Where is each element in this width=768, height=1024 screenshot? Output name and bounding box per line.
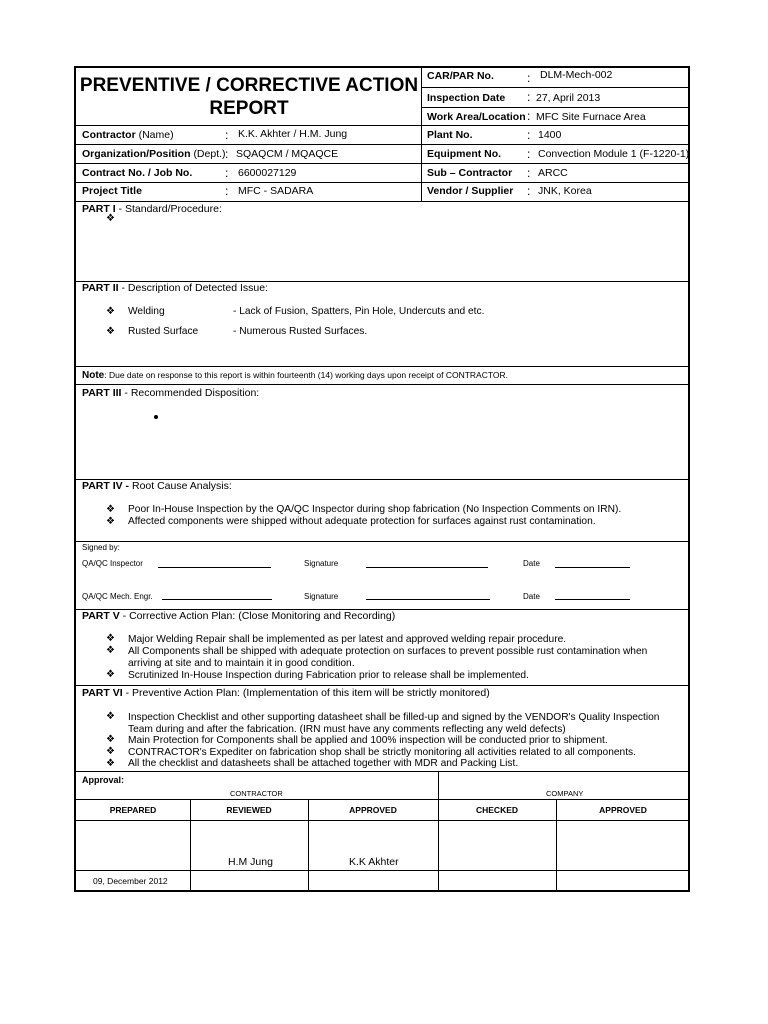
part5-heading: PART V - Corrective Action Plan: (Close Monitoring and Recording): [82, 610, 396, 622]
plant-no-value: 1400: [538, 129, 562, 141]
part1-heading: PART I - Standard/Procedure:: [82, 203, 222, 215]
prepared-date: 09, December 2012: [93, 876, 168, 886]
plant-no-label: Plant No.: [427, 129, 473, 141]
approval-divider: [438, 771, 439, 892]
issue-name: Rusted Surface: [128, 326, 199, 337]
issue-description: - Lack of Fusion, Spatters, Pin Hole, Undercuts and etc.: [233, 306, 485, 317]
corrective-action-item: Major Welding Repair shall be implemented as per latest and approved welding repair procedure.: [128, 634, 567, 645]
bullet-icon: ❖: [106, 645, 115, 656]
contract-no-label: Contract No. / Job No.: [82, 167, 193, 179]
contractor-value: K.K. Akhter / H.M. Jung: [238, 128, 348, 140]
inspection-date-label: Inspection Date: [427, 92, 506, 104]
signature-label: Signature: [304, 592, 339, 601]
part4-heading: PART IV - Root Cause Analysis:: [82, 480, 232, 492]
bullet-icon: ❖: [106, 734, 115, 745]
signature-label: Signature: [304, 559, 339, 568]
root-cause-item: Affected components were shipped without adequate protection for surfaces against rust contamination.: [128, 516, 596, 527]
bullet-dot-icon: [154, 415, 158, 419]
contractor-heading: CONTRACTOR: [230, 789, 283, 798]
prepared-header: PREPARED: [109, 805, 157, 815]
root-cause-item: Poor In-House Inspection by the QA/QC Inspector during shop fabrication (No Inspection Comments on IRN).: [128, 504, 622, 515]
equipment-no-label: Equipment No.: [427, 148, 502, 160]
car-par-value: DLM-Mech-002: [540, 69, 613, 81]
bullet-icon: ❖: [106, 326, 115, 337]
corrective-action-item: Scrutinized In-House Inspection during Fabrication prior to release shall be implemented.: [128, 670, 529, 681]
bullet-icon: ❖: [106, 746, 115, 757]
sub-contractor-value: ARCC: [538, 167, 568, 179]
bullet-icon: ❖: [106, 758, 115, 769]
preventive-action-item: All the checklist and datasheets shall be attached together with MDR and Packing List.: [128, 758, 519, 769]
note-text: Note: Due date on response to this report is within fourteenth (14) working days upon receipt of CONTRACTOR.: [82, 370, 509, 381]
approved-name: K.K Akhter: [349, 856, 399, 868]
contract-no-value: 6600027129: [238, 167, 297, 179]
bullet-icon: ❖: [106, 669, 115, 680]
issue-description: - Numerous Rusted Surfaces.: [233, 326, 368, 337]
vendor-label: Vendor / Supplier: [427, 185, 514, 197]
qaqc-mech-engr-label: QA/QC Mech. Engr.: [82, 592, 153, 601]
bullet-icon: ❖: [106, 633, 115, 644]
qaqc-inspector-line[interactable]: [158, 567, 271, 568]
report-title: PREVENTIVE / CORRECTIVE ACTION REPORT: [79, 75, 419, 119]
issue-name: Welding: [128, 306, 165, 317]
qaqc-mech-engr-line[interactable]: [162, 599, 272, 600]
date-line[interactable]: [555, 567, 630, 568]
equipment-no-value: Convection Module 1 (F-1220-1): [538, 148, 690, 160]
work-area-label: Work Area/Location: [427, 111, 526, 123]
bullet-icon: ❖: [106, 516, 115, 527]
reviewed-name: H.M Jung: [228, 856, 273, 868]
sub-contractor-label: Sub – Contractor: [427, 167, 513, 179]
signed-by-label: Signed by:: [82, 543, 120, 552]
car-par-label: CAR/PAR No.: [427, 70, 494, 82]
part6-heading: PART VI - Preventive Action Plan: (Implementation of this item will be strictly monitored): [82, 687, 490, 699]
bullet-icon: ❖: [106, 213, 115, 224]
checked-header: CHECKED: [475, 805, 519, 815]
preventive-action-item: CONTRACTOR's Expediter on fabrication shop shall be strictly monitoring all activities related to all components.: [128, 747, 636, 758]
company-heading: COMPANY: [546, 789, 584, 798]
project-title-label: Project Title: [82, 185, 142, 197]
bullet-icon: ❖: [106, 504, 115, 515]
approved-header: APPROVED: [349, 805, 397, 815]
date-label: Date: [523, 559, 540, 568]
qaqc-inspector-label: QA/QC Inspector: [82, 559, 143, 568]
inspection-date-value: 27, April 2013: [536, 92, 601, 104]
reviewed-header: REVIEWED: [226, 805, 272, 815]
project-title-value: MFC - SADARA: [238, 185, 314, 197]
part3-heading: PART III - Recommended Disposition:: [82, 387, 260, 399]
signature-line[interactable]: [366, 567, 488, 568]
corrective-action-item: All Components shall be shipped with adequate protection on surfaces to prevent possible rust contamination when arriving at site and to maintain it in good condition.: [128, 646, 648, 669]
signature-line[interactable]: [366, 599, 490, 600]
part2-heading: PART II - Description of Detected Issue:: [82, 282, 268, 294]
organization-label: Organization/Position (Dept.): [82, 148, 226, 160]
work-area-value: MFC Site Furnace Area: [536, 111, 646, 123]
bullet-icon: ❖: [106, 711, 115, 722]
date-line[interactable]: [555, 599, 630, 600]
organization-value: SQAQCM / MQAQCE: [236, 148, 339, 160]
preventive-action-item: Inspection Checklist and other supporting datasheet shall be filled-up and signed by the VENDOR's Quality Inspection Team during and after the fabrication. (IRN must have any comments reflecting any weld defects): [128, 712, 660, 735]
bullet-icon: ❖: [106, 306, 115, 317]
approval-label: Approval:: [82, 775, 125, 785]
preventive-action-item: Main Protection for Components shall be applied and 100% inspection will be conducted prior to shipment.: [128, 735, 608, 746]
date-label: Date: [523, 592, 540, 601]
vendor-value: JNK, Korea: [538, 185, 592, 197]
contractor-label: Contractor (Name): [82, 129, 174, 141]
company-approved-header: APPROVED: [599, 805, 647, 815]
